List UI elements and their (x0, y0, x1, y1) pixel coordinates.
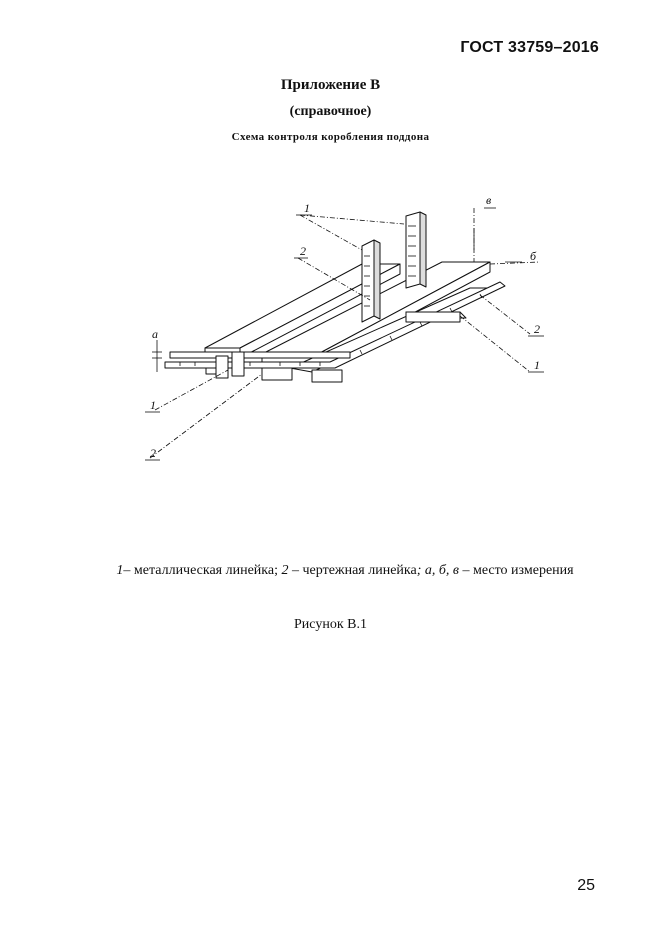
label-point-a: а (152, 327, 158, 341)
block-foot-right (312, 370, 342, 382)
figure-caption (110, 561, 580, 580)
ruler-drawing-horizontal (170, 352, 350, 358)
appendix-title: Приложение В (280, 77, 381, 93)
label-ruler-drawing-top: 2 (300, 244, 306, 258)
label-ruler-metal-top: 1 (304, 201, 310, 215)
figure-label: Рисунок В.1 (294, 617, 367, 632)
appendix-status: (справочное) (289, 104, 372, 119)
caption-num-1: 1 (116, 563, 124, 578)
caption-points: ; а, б, в (416, 563, 459, 578)
ruler-vertical-left (362, 240, 374, 322)
caption-num-2: 2 (281, 563, 289, 578)
caption-text-2: – чертежная линейка (288, 563, 417, 578)
label-ruler-drawing-right: 2 (534, 322, 540, 336)
label-ruler-metal-left: 1 (150, 398, 156, 412)
scheme-title: Схема контроля коробления поддона (231, 131, 430, 143)
label-point-v: в (486, 193, 492, 207)
ruler-vertical-right (406, 212, 420, 288)
label-ruler-drawing-left: 2 (150, 446, 156, 460)
label-ruler-metal-right: 1 (534, 358, 540, 372)
page-number: 25 (577, 877, 595, 894)
caption-text-1: – металлическая линейка; (123, 563, 282, 578)
caption-text-3: – место измерения (458, 563, 574, 578)
standard-number: ГОСТ 33759–2016 (460, 39, 599, 56)
label-point-b: б (530, 249, 537, 263)
